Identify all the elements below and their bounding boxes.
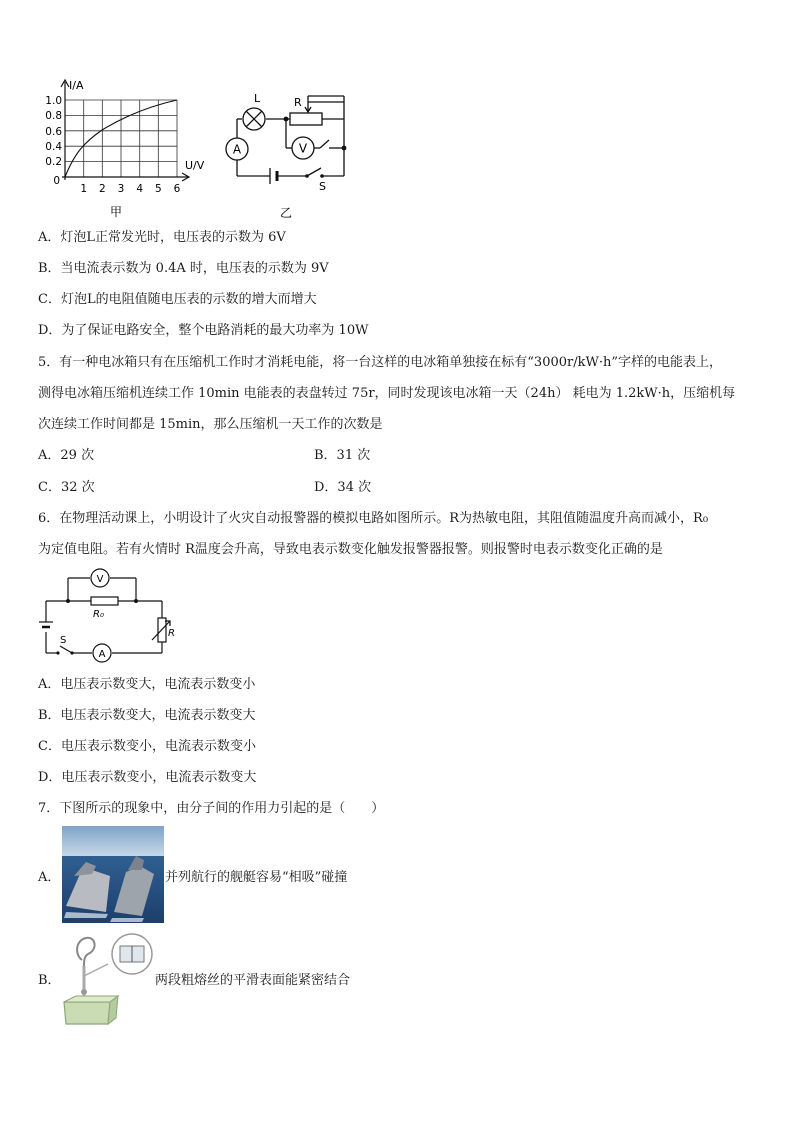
graph-caption: 甲 — [109, 205, 123, 219]
q6-stem-line-2: 为定值电阻。若有火情时 R温度会升高，导致电表示数变化触发报警器报警。则报警时电表示数变化正确的是 — [38, 542, 663, 557]
x-tick: 1 — [80, 183, 88, 195]
circuit-caption: 乙 — [279, 206, 293, 220]
q5-option-b: B．31 次 — [314, 448, 371, 463]
y-tick: 0.4 — [45, 141, 62, 153]
q7-option-b-letter: B． — [38, 973, 61, 988]
q5-stem-line-1: 5．有一种电冰箱只有在压缩机工作时才消耗电能，将一台这样的电冰箱单独接在标有“3000r/kW·h”字样的电能表上， — [38, 355, 722, 370]
x-axis-label: U/V — [185, 159, 205, 172]
q5-stem-line-2: 测得电冰箱压缩机连续工作 10min 电能表的表盘转过 75r，同时发现该电冰箱一天（24h） 耗电为 1.2kW·h，压缩机每 — [38, 386, 736, 401]
q7-option-b-text: 两段粗熔丝的平滑表面能紧密结合 — [155, 973, 351, 988]
y-tick: 0.8 — [45, 110, 62, 122]
q7-option-a-text: 并列航行的舰艇容易“相吸”碰撞 — [165, 870, 348, 885]
q7-option-a-letter: A． — [38, 870, 61, 885]
switch-label: S — [319, 180, 326, 193]
q6-option-b: B．电压表示数变大，电流表示数变大 — [38, 708, 256, 723]
x-tick: 5 — [154, 183, 162, 195]
x-tick: 6 — [173, 183, 181, 195]
r0-label: R₀ — [93, 609, 104, 620]
q6-option-a: A．电压表示数变大，电流表示数变小 — [38, 677, 256, 692]
q6-stem-line-1: 6．在物理活动课上，小明设计了火灾自动报警器的模拟电路如图所示。R为热敏电阻，其阻值随温度升高而减小，R₀ — [38, 511, 709, 526]
q7-stem: 7．下图所示的现象中，由分子间的作用力引起的是（ ） — [38, 801, 385, 816]
q6-option-d: D．电压表示数变小，电流表示数变大 — [38, 770, 257, 785]
q4-option-d: D．为了保证电路安全，整个电路消耗的最大功率为 10W — [38, 323, 369, 338]
voltmeter-label: V — [96, 574, 104, 585]
q4-option-a: A．灯泡L正常发光时，电压表的示数为 6V — [38, 230, 286, 245]
voltmeter-label: V — [298, 141, 308, 156]
q4-option-c: C．灯泡L的电阻值随电压表的示数的增大而增大 — [38, 292, 317, 307]
x-tick: 4 — [136, 183, 144, 195]
y-tick: 0.2 — [45, 156, 62, 168]
r-label: R — [168, 628, 175, 639]
circuit-yi — [222, 84, 358, 224]
warships-photo — [62, 826, 164, 923]
q5-stem-line-3: 次连续工作时间都是 15min，那么压缩机一天工作的次数是 — [38, 417, 383, 432]
x-tick: 2 — [98, 183, 106, 195]
q4-option-b: B．当电流表示数为 0.4A 时，电压表的示数为 9V — [38, 261, 329, 276]
rheostat-label: R — [294, 96, 302, 109]
y-tick: 0.6 — [45, 126, 62, 138]
iu-graph — [30, 72, 220, 222]
lamp-symbol — [243, 108, 265, 130]
switch-label: S — [60, 635, 67, 646]
q5-option-d: D．34 次 — [314, 480, 372, 495]
q5-option-a: A．29 次 — [38, 448, 95, 463]
alarm-circuit — [36, 566, 184, 666]
y-axis-label: I/A — [69, 79, 84, 92]
x-tick: 3 — [117, 183, 125, 195]
ammeter-label: A — [232, 142, 242, 157]
lamp-label: L — [254, 92, 261, 105]
y-tick: 0 — [53, 175, 60, 187]
q5-option-c: C．32 次 — [38, 480, 95, 495]
fuse-wire-photo — [60, 932, 162, 1027]
y-tick: 1.0 — [45, 95, 62, 107]
ammeter-label: A — [98, 649, 106, 660]
q6-option-c: C．电压表示数变小，电流表示数变小 — [38, 739, 256, 754]
